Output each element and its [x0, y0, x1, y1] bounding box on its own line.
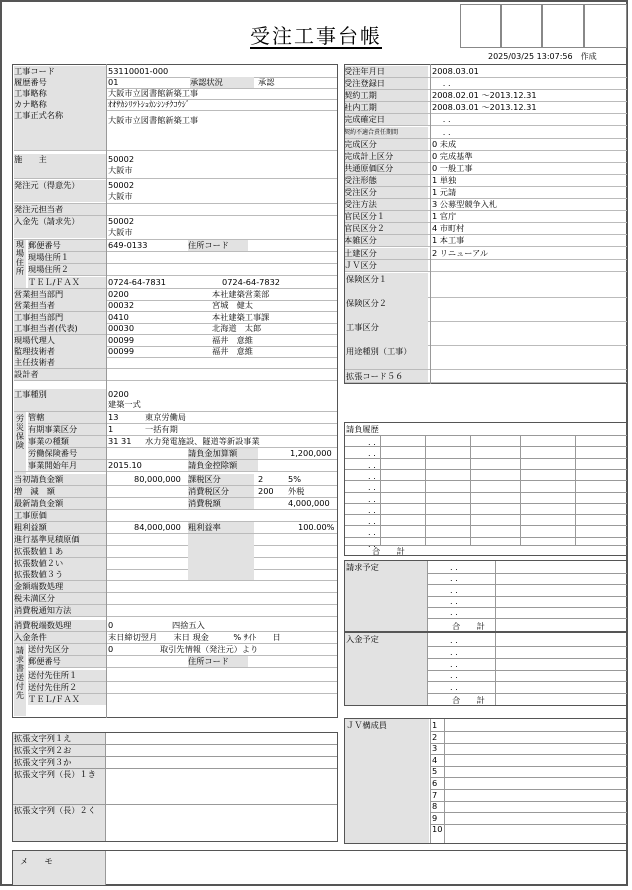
history-row-line [345, 514, 627, 515]
orderer-name: 大阪市 [108, 191, 133, 201]
approval-stamp-box-1 [460, 4, 502, 48]
billing-date: . . [450, 595, 458, 606]
payment-date: . . [450, 670, 458, 681]
invoice-address-code-label: 住所コード [188, 656, 248, 667]
history-col-line [520, 435, 521, 545]
contract-add-value: 1,200,000 [290, 448, 332, 458]
billing-col-line [495, 561, 496, 631]
right-field-label: 本雑区分 [344, 235, 428, 246]
tax-class-value: 5% [288, 474, 301, 484]
staff-role-label: 工事担当者(代表) [14, 323, 106, 334]
owner-name: 大阪市 [108, 165, 133, 175]
jv-row-line [430, 743, 627, 744]
history-col-line [470, 435, 471, 545]
staff-role-label: 現場代理人 [14, 335, 106, 346]
send-class-label: 送付先区分 [28, 644, 106, 655]
invoice-address1-label: 送付先住所１ [28, 670, 106, 681]
site-fax-value: 0724-64-7832 [222, 277, 281, 287]
payee-code: 50002 [108, 216, 135, 226]
right-field-value: 1 官庁 [432, 211, 457, 222]
payment-terms-label: 入金条件 [14, 632, 106, 643]
invoice-address2-label: 送付先住所２ [28, 682, 106, 693]
right-field-value: 0 未成 [432, 138, 457, 149]
business-start-value: 2015.10 [108, 460, 142, 470]
right-field-label: 完成確定日 [344, 114, 428, 125]
site-group-label: 現場住所 [15, 239, 25, 276]
staff-code: 00030 [108, 323, 135, 334]
right-field-label: 受注年月日 [344, 66, 428, 77]
left-divider [106, 64, 107, 718]
staff-name: 本社建築営業部 [212, 289, 270, 299]
initial-amount-label: 当初請負金額 [14, 474, 106, 485]
jv-label: ＪＶ構成員 [346, 720, 387, 730]
history-date: . . [368, 482, 376, 493]
history-col-line [425, 435, 426, 545]
right-field-value: 2 リニューアル [432, 247, 489, 258]
kana-name-value: ｵｵｻｶｼﾘﾂﾄｼｮｶﾝｼﾝﾁｸｺｳｼﾞ [108, 99, 190, 109]
right-field-label: 契約工期 [344, 90, 428, 101]
right-field-value: 1 本工事 [432, 235, 465, 246]
koji-code-label: 工事コード [14, 66, 106, 77]
contract-deduct-label: 請負金控除額 [188, 460, 258, 471]
history-col-line [380, 435, 381, 545]
jv-member-number: 8 [432, 801, 438, 812]
payment-total-label: 合 計 [452, 695, 485, 705]
approval-stamp-box-4 [583, 4, 627, 48]
history-no-label: 履歴番号 [14, 77, 106, 88]
right-field-value: . . [432, 126, 451, 137]
right-field-value: 4 市町村 [432, 223, 465, 234]
gross-rate-label: 粗利益率 [188, 522, 254, 533]
history-date: . . [368, 516, 376, 527]
printed-timestamp: 2025/03/25 13:07:56 作成 [488, 52, 597, 61]
jurisdiction-code: 13 [108, 412, 119, 422]
consumption-tax-class-code: 200 [258, 486, 274, 496]
right-divider [430, 64, 431, 384]
right-field-label: ＪＶ区分 [344, 260, 428, 271]
approval-stamp-box-2 [500, 4, 543, 48]
staff-code: 00099 [108, 346, 135, 356]
jv-row-line [430, 766, 627, 767]
billing-date: . . [450, 607, 458, 618]
ext-string-label: 拡張文字列（長）１き [14, 769, 96, 779]
jurisdiction-name: 東京労働局 [145, 412, 186, 422]
official-name-value: 大阪市立図書館新築工事 [108, 115, 199, 125]
jurisdiction-label: 管轄 [28, 412, 106, 423]
history-date: . . [368, 448, 376, 459]
right-field-label: 完成区分 [344, 139, 428, 150]
site-zip-label: 郵便番号 [28, 240, 106, 251]
gross-profit-value: 84,000,000 [134, 522, 181, 532]
right-field-value: . . [432, 114, 451, 125]
work-type-label: 工事種別 [14, 389, 106, 411]
history-date: . . [368, 470, 376, 481]
history-row-line [345, 480, 627, 481]
tax-rounding-label: 消費税端数処理 [14, 620, 106, 631]
ext-string-label: 拡張文字列２お [14, 745, 72, 755]
jv-member-number: 5 [432, 766, 438, 777]
history-total-label: 合 計 [372, 546, 405, 556]
business-type-code: 31 31 [108, 436, 132, 446]
history-date: . . [368, 459, 376, 470]
jv-member-number: 3 [432, 743, 438, 754]
jv-row-line [430, 824, 627, 825]
tax-rounding-value: 四捨五入 [172, 620, 205, 630]
memo-label: メ モ [20, 856, 53, 866]
approval-status-label: 承認状況 [190, 77, 254, 88]
site-address-code-label: 住所コード [188, 240, 248, 251]
right-field-value: 1 単独 [432, 174, 457, 185]
billing-plan-label: 請求予定 [346, 562, 379, 572]
right-field-label: 受注方法 [344, 199, 428, 210]
history-col-line [575, 435, 576, 545]
history-date: . . [368, 538, 376, 549]
right-field-value: 2008.03.01 [432, 66, 479, 76]
term-business-name: 一括有期 [145, 424, 178, 434]
payee-name: 大阪市 [108, 227, 133, 237]
ext-string-label: 拡張文字列（長）２く [14, 805, 96, 815]
work-type-name: 建築一式 [108, 399, 141, 409]
right-field-value: 3 公募型競争入札 [432, 199, 498, 210]
history-row-line [345, 446, 627, 447]
billing-col-line [427, 561, 428, 631]
site-address2-label: 現場住所２ [28, 264, 106, 275]
billing-row-line [427, 618, 627, 619]
right-field-label: 完成計上区分 [344, 151, 428, 162]
jv-row-line [430, 731, 627, 732]
staff-name: 宮城 健太 [212, 300, 253, 311]
staff-role-label: 営業担当部門 [14, 289, 106, 300]
jv-member-number: 9 [432, 812, 438, 823]
insurance-class2-label: 保険区分２ [346, 298, 387, 308]
jv-row-line [430, 789, 627, 790]
gross-rate-value: 100.00% [298, 522, 335, 532]
payment-plan-label: 入金予定 [346, 634, 379, 644]
initial-amount-value: 80,000,000 [134, 474, 181, 484]
history-row-line [345, 537, 627, 538]
jv-label-cell [345, 719, 429, 843]
right-field-label: 受注形態 [344, 175, 428, 186]
payment-date: . . [450, 635, 458, 645]
site-address1-label: 現場住所１ [28, 252, 106, 263]
send-class-value: 取引先情報（発注元）より [160, 644, 259, 654]
site-tel-label: ＴＥＬ/ＦＡＸ [28, 277, 106, 288]
staff-code: 0410 [108, 311, 129, 322]
jv-row-line [430, 812, 627, 813]
billing-date: . . [450, 584, 458, 595]
extra-field-label: 進行基準見積原価 [14, 534, 106, 545]
short-name-label: 工事略称 [14, 88, 106, 99]
ext-string-label: 拡張文字列３か [14, 757, 72, 767]
work-type-code: 0200 [108, 389, 129, 399]
site-tel-value: 0724-64-7831 [108, 277, 167, 287]
term-business-label: 有期事業区分 [28, 424, 106, 435]
billing-total-label: 合 計 [452, 621, 485, 631]
staff-code: 00032 [108, 300, 135, 311]
history-row-line [345, 469, 627, 470]
business-start-label: 事業開始年月 [28, 460, 106, 471]
ext-col-line [105, 733, 106, 841]
jv-col-line [444, 719, 445, 843]
consumption-tax-class-label: 消費税区分 [188, 486, 254, 497]
right-field-label: 受注区分 [344, 187, 428, 198]
right-field-label: 契約不適合責任期間 [344, 127, 428, 138]
tax-class-code: 2 [258, 474, 264, 484]
right-field-value: . . [432, 78, 451, 89]
staff-role-label: 設計者 [14, 369, 106, 380]
payment-col-line [427, 633, 428, 705]
invoice-dest-group-label: 請求書送付先 [15, 645, 25, 700]
jv-member-number: 4 [432, 754, 438, 765]
gross-profit-label: 粗利益額 [14, 522, 106, 533]
right-field-label: 土建区分 [344, 248, 428, 259]
jv-row-line [430, 777, 627, 778]
right-frame [344, 64, 628, 384]
consumption-tax-class-value: 外税 [288, 486, 305, 496]
orderer-contact-label: 発注元担当者 [14, 204, 106, 215]
history-date: . . [368, 527, 376, 538]
orderer-label: 発注元（得意先） [14, 180, 106, 202]
staff-name: 北海道 太郎 [212, 323, 262, 334]
koji-code-value: 53110001-000 [108, 66, 169, 76]
history-date: . . [368, 493, 376, 504]
staff-role-label: 工事担当部門 [14, 312, 106, 323]
billing-date: . . [450, 562, 458, 572]
contract-history-label: 請負履歴 [346, 424, 379, 434]
jv-member-number: 7 [432, 789, 438, 800]
staff-code: 00099 [108, 334, 135, 345]
latest-amount-label: 最新請負金額 [14, 498, 106, 509]
extra-field-label: 拡張数値１あ [14, 546, 106, 557]
history-row-line [345, 458, 627, 459]
staff-role-label: 主任技術者 [14, 357, 106, 368]
history-date: . . [368, 437, 376, 447]
business-type-name: 水力発電施設、隧道等新設事業 [145, 436, 260, 446]
tax-class-label: 課税区分 [188, 474, 254, 485]
work-class-label: 工事区分 [346, 322, 379, 332]
history-no-value: 01 [108, 77, 119, 87]
memo-divider [105, 851, 106, 885]
right-field-label: 官民区分２ [344, 223, 428, 234]
right-field-value: 2008.03.01 ～2013.12.31 [432, 102, 537, 113]
billing-date: . . [450, 573, 458, 584]
extra-field-label: 税未満区分 [14, 593, 106, 604]
jv-row-line [430, 754, 627, 755]
jv-member-number: 10 [432, 824, 443, 835]
usage-type-label: 用途種別（工事） [346, 346, 412, 356]
right-field-value: 0 一般工事 [432, 162, 473, 173]
jv-col-line [430, 719, 431, 843]
right-field-value: 2008.02.01 ～2013.12.31 [432, 90, 537, 101]
payment-col-line [495, 633, 496, 705]
labor-insurance-no-label: 労働保険番号 [28, 448, 106, 459]
approval-stamp-box-3 [541, 4, 585, 48]
page-title: 受注工事台帳 [250, 24, 382, 48]
orderer-code: 50002 [108, 180, 135, 190]
site-zip-value: 649-0133 [108, 240, 148, 250]
business-type-label: 事業の種類 [28, 436, 106, 447]
left-frame [12, 64, 338, 718]
history-date: . . [368, 504, 376, 515]
payment-date: . . [450, 682, 458, 693]
staff-role-label: 監理技術者 [14, 346, 106, 357]
extra-field-label: 金額端数処理 [14, 581, 106, 592]
owner-label: 施 主 [14, 154, 106, 178]
history-row-line [345, 435, 627, 436]
approval-status-value: 承認 [258, 77, 275, 87]
payment-date: . . [450, 646, 458, 657]
payment-terms-value: 末日締切翌月 末日 現金 % ｻｲﾄ 日 [108, 632, 281, 642]
official-name-label: 工事正式名称 [14, 110, 106, 150]
jv-member-number: 6 [432, 778, 438, 788]
jv-member-number: 1 [432, 720, 438, 730]
extra-field-label: 拡張数値３う [14, 569, 106, 580]
payee-label: 入金先（請求先） [14, 216, 106, 238]
owner-code: 50002 [108, 154, 135, 164]
right-field-value: 1 元請 [432, 187, 457, 197]
jv-member-number: 2 [432, 731, 438, 742]
extra-field-label: 消費税通知方法 [14, 605, 106, 616]
ext-string-label: 拡張文字列１え [14, 733, 72, 743]
insurance-class1-label: 保険区分１ [346, 274, 387, 284]
consumption-tax-label: 消費税額 [188, 498, 254, 509]
right-field-label: 官民区分１ [344, 211, 428, 222]
right-field-label: 受注登録日 [344, 78, 428, 89]
cost-label: 工事原価 [14, 510, 106, 521]
kana-name-label: カナ略称 [14, 99, 106, 110]
short-name-value: 大阪市立図書館新築工事 [108, 88, 199, 98]
ext-code56-label: 拡張コード５６ [346, 371, 404, 381]
consumption-tax-value: 4,000,000 [288, 498, 330, 508]
send-class-code: 0 [108, 644, 114, 654]
extra-field-label: 拡張数値２い [14, 558, 106, 569]
history-row-line [345, 492, 627, 493]
right-field-label: 共通原価区分 [344, 163, 428, 174]
invoice-zip-label: 郵便番号 [28, 656, 106, 667]
staff-name: 福井 意維 [212, 346, 253, 356]
staff-name: 福井 意維 [212, 334, 253, 345]
invoice-tel-label: ＴＥＬ/ＦＡＸ [28, 694, 106, 705]
jv-row-line [430, 801, 627, 802]
staff-name: 本社建築工事課 [212, 311, 270, 322]
staff-code: 0200 [108, 289, 129, 299]
staff-role-label: 営業担当者 [14, 300, 106, 311]
labor-insurance-group-label: 労災保険 [15, 413, 25, 450]
tax-rounding-code: 0 [108, 620, 114, 630]
payment-date: . . [450, 658, 458, 669]
right-field-value: 0 完成基準 [432, 150, 473, 161]
right-field-label: 社内工期 [344, 102, 428, 113]
history-row-line [345, 503, 627, 504]
change-amount-label: 増 減 額 [14, 486, 106, 497]
term-business-code: 1 [108, 424, 114, 434]
history-row-line [345, 525, 627, 526]
contract-add-label: 請負金加算額 [188, 448, 258, 459]
